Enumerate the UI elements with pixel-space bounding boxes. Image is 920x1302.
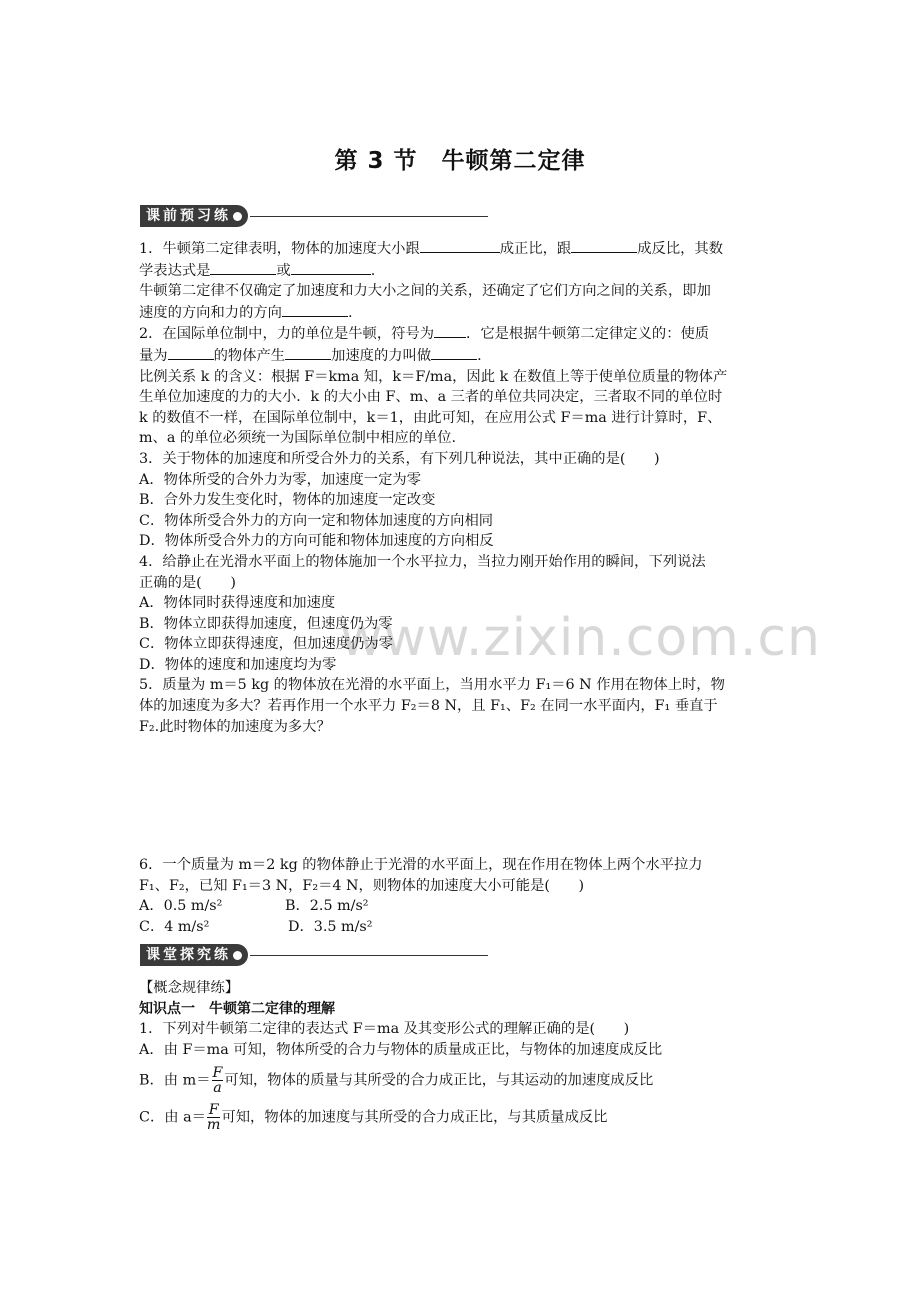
note-line-1: 比例关系 k 的含义：根据 F＝kma 知，k＝F/ma，因此 k 在数值上等于使单位质量的物体产 <box>139 368 728 385</box>
question-2-line-2 <box>139 345 781 367</box>
note-line-3: k 的数值不一样，在国际单位制中，k＝1，由此可知，在应用公式 F＝ma 进行计算时，F、 <box>139 409 722 426</box>
note-line-4: m、a 的单位必须统一为国际单位制中相应的单位. <box>139 430 457 447</box>
class-question-1-option-a: A．由 F＝ma 可知，物体所受的合力与物体的质量成正比，与物体的加速度成反比 <box>139 1041 663 1058</box>
text: 成反比，其数 <box>637 241 724 257</box>
question-5-line-3: F₂.此时物体的加速度为多大？ <box>139 718 331 735</box>
blank <box>571 238 637 253</box>
text: 1．牛顿第二定律表明，物体的加速度大小跟 <box>139 241 420 257</box>
question-6-option-d: D．3.5 m/s² <box>288 918 373 935</box>
note-line-2: 生单位加速度的力的大小．k 的大小由 F、m、a 三者的单位共同决定，三者取不同的单位时 <box>139 389 723 406</box>
class-question-1: 1．下列对牛顿第二定律的表达式 F＝ma 及其变形公式的理解正确的是( ) <box>139 1021 630 1038</box>
question-3-option-c: C．物体所受合外力的方向一定和物体加速度的方向相同 <box>139 512 494 529</box>
in-class-exercises <box>139 978 781 1132</box>
blank <box>168 345 214 360</box>
text: ．它是根据牛顿第二定律定义的：使质 <box>466 326 710 343</box>
blank <box>420 238 500 253</box>
question-3-option-b: B．合外力发生变化时，物体的加速度一定改变 <box>139 492 436 509</box>
question-4-line-2: 正确的是( ) <box>139 574 236 591</box>
class-question-1-option-b <box>139 1066 781 1095</box>
section-dot-icon <box>233 212 242 221</box>
question-4-option-d: D．物体的速度和加速度均为零 <box>139 656 337 673</box>
question-3-option-a: A．物体所受的合外力为零，加速度一定为零 <box>139 471 421 488</box>
question-4-line-1: 4．给静止在光滑水平面上的物体施加一个水平拉力，当拉力刚开始作用的瞬间，下列说法 <box>139 553 706 570</box>
text: 可知，物体的加速度与其所受的合力成正比，与其质量成反比 <box>221 1109 608 1126</box>
question-6-option-c: C．4 m/s² <box>139 918 210 935</box>
blank <box>291 260 371 275</box>
text: 加速度的力叫做 <box>331 347 432 364</box>
text: . <box>347 304 353 321</box>
section-header-pre <box>140 205 488 227</box>
question-4-option-b: B．物体立即获得加速度，但速度仍为零 <box>139 615 393 632</box>
fraction-f-over-a <box>212 1066 224 1095</box>
class-question-1-option-c <box>139 1103 781 1132</box>
question-1-line-4 <box>139 302 781 324</box>
question-6-line-1: 6．一个质量为 m＝2 kg 的物体静止于光滑的水平面上，现在作用在物体上两个水平拉力 <box>139 857 703 873</box>
pre-class-exercises <box>139 238 781 737</box>
blank <box>431 345 477 360</box>
question-4-option-a: A．物体同时获得速度和加速度 <box>139 595 336 612</box>
section-rule <box>250 216 488 217</box>
question-6-option-a: A．0.5 m/s² <box>139 898 223 915</box>
question-6-option-b: B．2.5 m/s² <box>285 898 369 915</box>
blank <box>282 302 348 317</box>
text: 可知，物体的质量与其所受的合力成正比，与其运动的加速度成反比 <box>224 1072 654 1089</box>
blank <box>285 345 331 360</box>
question-4-option-c: C．物体立即获得速度，但加速度仍为零 <box>139 636 393 653</box>
knowledge-point-heading: 知识点一 牛顿第二定律的理解 <box>139 1000 335 1017</box>
question-1-line-3: 牛顿第二定律不仅确定了加速度和力大小之间的关系，还确定了它们方向之间的关系，即加 <box>139 283 711 300</box>
subsection-heading: 【概念规律练】 <box>139 980 240 996</box>
question-3-option-d: D．物体所受合外力的方向可能和物体加速度的方向相反 <box>139 533 494 550</box>
numerator: F <box>212 1065 223 1082</box>
numerator: F <box>208 1102 219 1119</box>
question-6-options-row-2 <box>139 917 781 938</box>
denominator: a <box>213 1080 222 1097</box>
blank <box>210 260 276 275</box>
section-header-class <box>140 944 488 966</box>
text: 量为 <box>139 347 168 364</box>
text: . <box>370 262 376 279</box>
section-tag-class <box>140 944 248 966</box>
question-5-line-2: 体的加速度为多大？若再作用一个水平力 F₂＝8 N，且 F₁、F₂ 在同一水平面内，F₁ 垂直于 <box>139 698 718 715</box>
text: 或 <box>276 262 291 279</box>
question-2-line-1 <box>139 323 781 345</box>
question-6-block <box>139 855 781 937</box>
text: 成正比，跟 <box>499 241 572 257</box>
section-label-pre: 课前预习练 <box>146 208 231 224</box>
text: 的物体产生 <box>213 347 286 364</box>
text: 学表达式是 <box>139 262 211 279</box>
section-tag-pre <box>140 205 248 227</box>
text: 2．在国际单位制中，力的单位是牛顿，符号为 <box>139 326 435 343</box>
watermark: www.zixin.com.cn <box>340 608 821 668</box>
question-5-line-1: 5．质量为 m＝5 kg 的物体放在光滑的水平面上，当用水平力 F₁＝6 N 作用在物体上时，物 <box>139 677 725 694</box>
question-3: 3．关于物体的加速度和所受合外力的关系，有下列几种说法，其中正确的是( ) <box>139 450 660 467</box>
denominator: m <box>206 1117 221 1134</box>
fraction-f-over-m <box>207 1103 221 1132</box>
text: . <box>477 347 482 364</box>
section-label-class: 课堂探究练 <box>146 947 231 963</box>
text: B．由 m＝ <box>139 1072 211 1089</box>
question-6-options-row-1 <box>139 896 781 917</box>
text: C．由 a＝ <box>139 1109 206 1126</box>
question-6-line-2: F₁、F₂，已知 F₁＝3 N，F₂＝4 N，则物体的加速度大小可能是( ) <box>139 877 585 894</box>
blank <box>434 323 466 338</box>
section-dot-icon <box>233 951 242 960</box>
question-1-line-2 <box>139 260 781 282</box>
text: 速度的方向和力的方向 <box>139 304 282 321</box>
question-1-line-1 <box>139 238 781 260</box>
section-rule <box>250 955 488 956</box>
page-title: 第 3 节 牛顿第二定律 <box>334 148 586 174</box>
